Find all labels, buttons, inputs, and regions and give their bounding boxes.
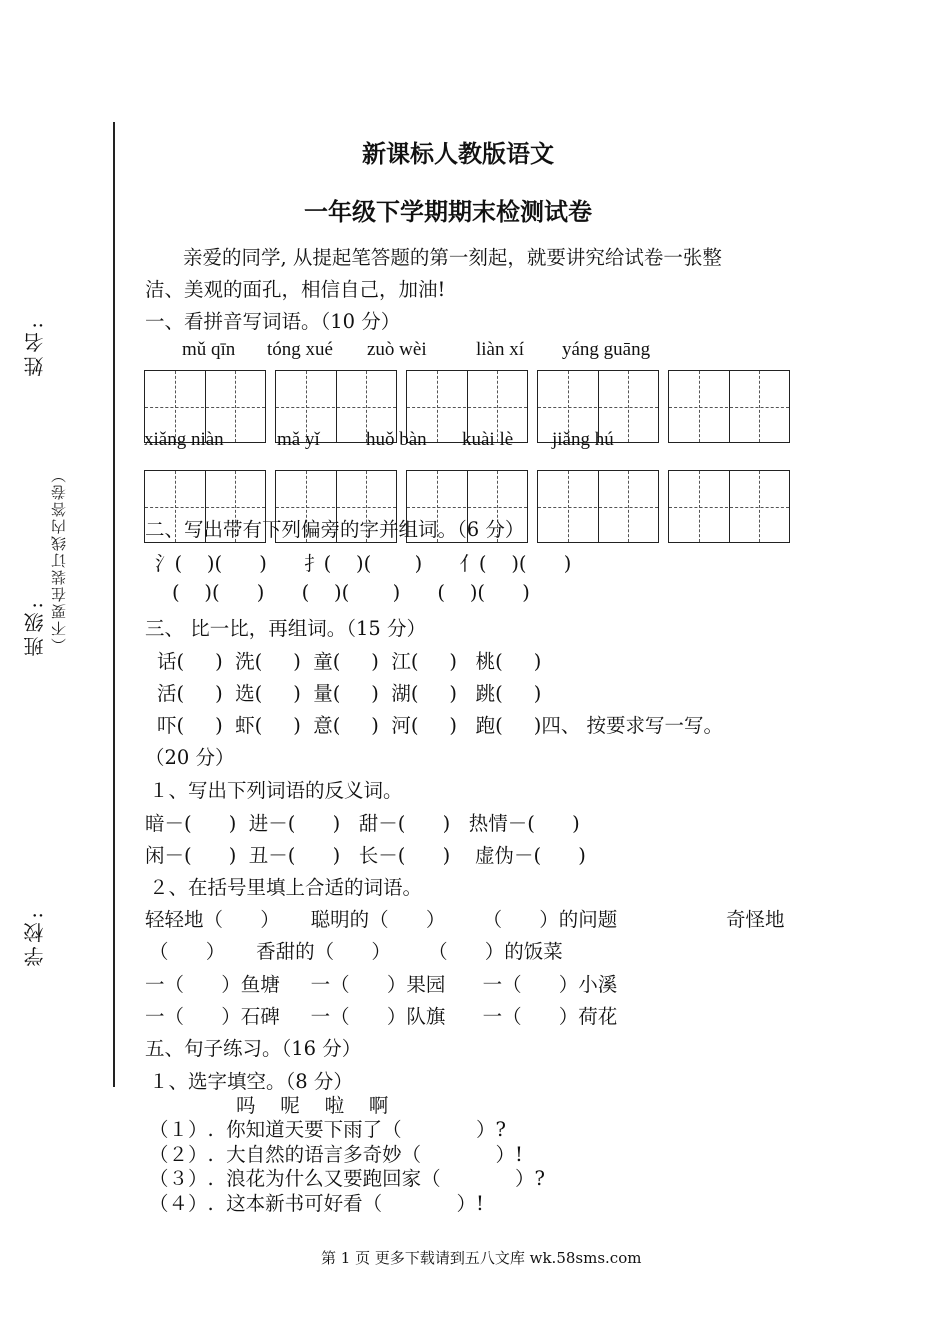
writing-grid[interactable] <box>668 370 790 443</box>
pinyin-7: mǎ yǐ <box>277 429 320 450</box>
pinyin-5: yáng guāng <box>562 339 651 360</box>
pinyin-3: zuò wèi <box>367 339 427 360</box>
page-footer: 第 1 页 更多下载请到五八文库 wk.58sms.com <box>321 1249 642 1267</box>
pinyin-4: liàn xí <box>476 339 525 360</box>
section2-heading: 二、写出带有下列偏旁的字并组词。（6 分） <box>145 518 525 541</box>
name-label: 姓名: <box>23 318 47 377</box>
pinyin-10: jiǎng hú <box>552 429 614 450</box>
particle-choices: 吗 呢 啦 啊 <box>236 1094 389 1117</box>
sentence-2: （２）. 大自然的语言多奇妙（ ）! <box>149 1143 523 1166</box>
compare-line-1: 话( ) 洗( ) 童( ) 江( ) 桃( ) <box>157 650 542 673</box>
antonym-line-1: 暗－( ) 进－( ) 甜－( ) 热情－( ) <box>145 812 580 835</box>
section4-q1: １、写出下列词语的反义词。 <box>149 779 403 802</box>
pinyin-1: mǔ qīn <box>182 339 236 360</box>
fill-line-1: 轻轻地（ ） 聪明的（ ） （ ）的问题 <box>145 908 618 931</box>
section1-heading: 一、看拼音写词语。（10 分） <box>145 310 401 333</box>
pinyin-8: huǒ bàn <box>366 429 427 450</box>
writing-grid[interactable] <box>537 470 659 543</box>
writing-grid[interactable] <box>668 470 790 543</box>
intro-line-2: 洁、美观的面孔，相信自己，加油! <box>145 278 446 301</box>
intro-line-1: 亲爱的同学, 从提起笔答题的第一刻起，就要讲究给试卷一张整 <box>183 246 722 269</box>
radical-line-1: 氵( )( ) 扌( )( ) 亻( )( ) <box>155 552 572 575</box>
section3-heading: 三、 比一比，再组词。（15 分） <box>145 617 426 640</box>
radical-line-2: ( )( ) ( )( ) ( )( ) <box>172 581 530 604</box>
binding-note: （不要在装订线内答卷） <box>50 466 68 653</box>
pinyin-9: kuài lè <box>462 429 514 450</box>
antonym-line-2: 闲－( ) 丑－( ) 长－( ) 虚伪－( ) <box>145 844 586 867</box>
section5-heading: 五、句子练习。（16 分） <box>145 1037 362 1060</box>
page-subtitle: 一年级下学期期末检测试卷 <box>304 198 592 226</box>
sentence-3: （３）. 浪花为什么又要跑回家（ ）? <box>149 1167 545 1190</box>
fill-line-2: （ ） 香甜的（ ） （ ）的饭菜 <box>149 940 563 963</box>
section4-points: （20 分） <box>145 746 235 769</box>
fill-line-4: 一（ ）石碑 一（ ）队旗 一（ ）荷花 <box>145 1005 618 1028</box>
compare-line-2: 活( ) 选( ) 量( ) 湖( ) 跳( ) <box>157 682 542 705</box>
school-label: 学校: <box>23 908 47 967</box>
fill-line-1-end: 奇怪地 <box>726 908 785 931</box>
compare-line-3: 吓( ) 虾( ) 意( ) 河( ) 跑( )四、 按要求写一写。 <box>157 714 724 737</box>
section4-q2: ２、在括号里填上合适的词语。 <box>149 876 423 899</box>
sentence-1: （１）. 你知道天要下雨了（ ）? <box>149 1118 506 1141</box>
binding-line <box>113 122 115 1087</box>
class-label: 班级: <box>23 598 47 657</box>
fill-line-3: 一（ ）鱼塘 一（ ）果园 一（ ）小溪 <box>145 973 618 996</box>
sentence-4: （４）. 这本新书可好看（ ）! <box>149 1192 484 1215</box>
pinyin-2: tóng xué <box>267 339 333 360</box>
page-title: 新课标人教版语文 <box>362 140 554 168</box>
pinyin-6: xiǎng niàn <box>144 429 224 450</box>
section5-q1: １、选字填空。（8 分） <box>149 1070 353 1093</box>
